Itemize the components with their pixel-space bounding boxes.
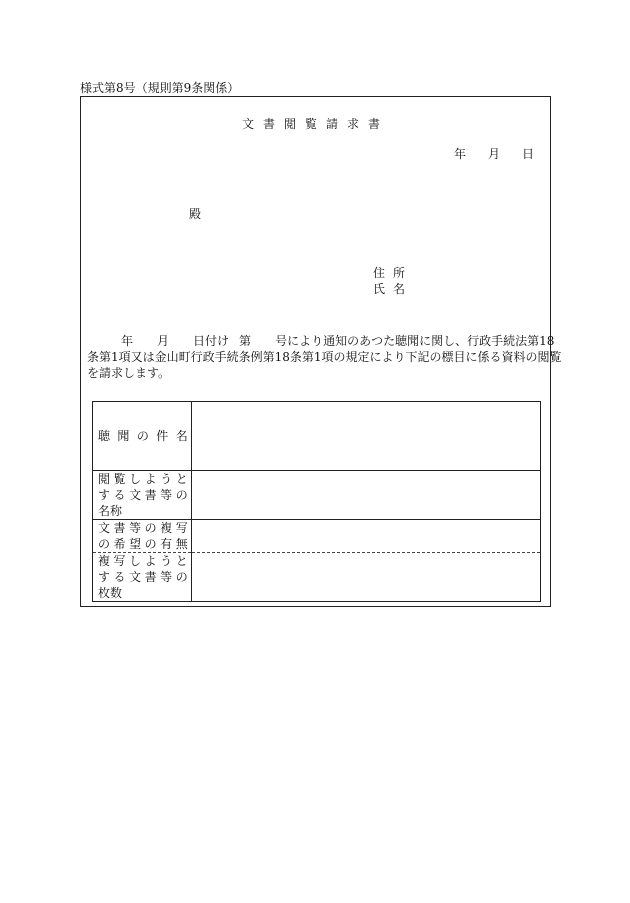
applicant-block: [373, 265, 413, 297]
count-value-cell[interactable]: [191, 553, 540, 602]
date-month-label: 月: [487, 147, 500, 161]
table-row-copy-request: [93, 520, 541, 553]
docname-label-cell: [93, 471, 192, 520]
table-row-subject: [93, 402, 541, 471]
copy-value-cell[interactable]: [191, 520, 540, 553]
body-month: 月: [157, 334, 170, 348]
count-label-line-2: する文書等の: [98, 570, 188, 584]
address-label: 住所: [373, 266, 414, 280]
subject-value-cell[interactable]: [191, 402, 540, 471]
subject-label-cell: [93, 402, 192, 471]
date-line: [454, 145, 534, 162]
docname-value-cell[interactable]: [191, 471, 540, 520]
count-label-line-1: 複写しようと: [98, 554, 188, 568]
docname-label-line-2: する文書等の: [98, 488, 188, 502]
addressee-suffix: 殿: [189, 207, 202, 221]
copy-label-line-1: 文書等の複写: [98, 521, 188, 535]
date-year-label: 年: [453, 147, 466, 161]
copy-label-line-2: の希望の有無: [98, 537, 188, 551]
body-line-2: 条第1項又は金山町行政手続条例第18条第1項の規定により下記の標目に係る資料の閲覧: [87, 350, 562, 364]
table-row-copy-count: [93, 553, 541, 602]
subject-label: 聴 聞 の 件 名: [98, 429, 188, 443]
name-label: 氏名: [373, 282, 414, 296]
body-line-1-rest: 号により通知のあつた聴聞に関し、行政手続法第18: [275, 334, 555, 348]
form-number-label: 様式第8号（規則第9条関係）: [80, 81, 240, 95]
table-row-docname: [93, 471, 541, 520]
docname-label-line-3: 名称: [98, 504, 123, 518]
date-day-label: 日: [521, 147, 534, 161]
copy-label-cell: [93, 520, 192, 553]
document-title: 文書閲覧請求書: [241, 117, 389, 131]
body-day-dated: 日付け: [193, 334, 230, 348]
body-year: 年: [121, 334, 134, 348]
count-label-cell: [93, 553, 192, 602]
request-body-text: [87, 333, 562, 381]
docname-label-line-1: 閲覧しようと: [98, 472, 188, 486]
count-label-line-3: 枚数: [98, 586, 123, 600]
request-form-frame: [80, 96, 562, 607]
request-details-table: [92, 401, 541, 602]
body-line-1: [87, 333, 555, 349]
body-number-prefix: 第: [239, 334, 252, 348]
body-line-3: を請求します。: [87, 366, 171, 380]
